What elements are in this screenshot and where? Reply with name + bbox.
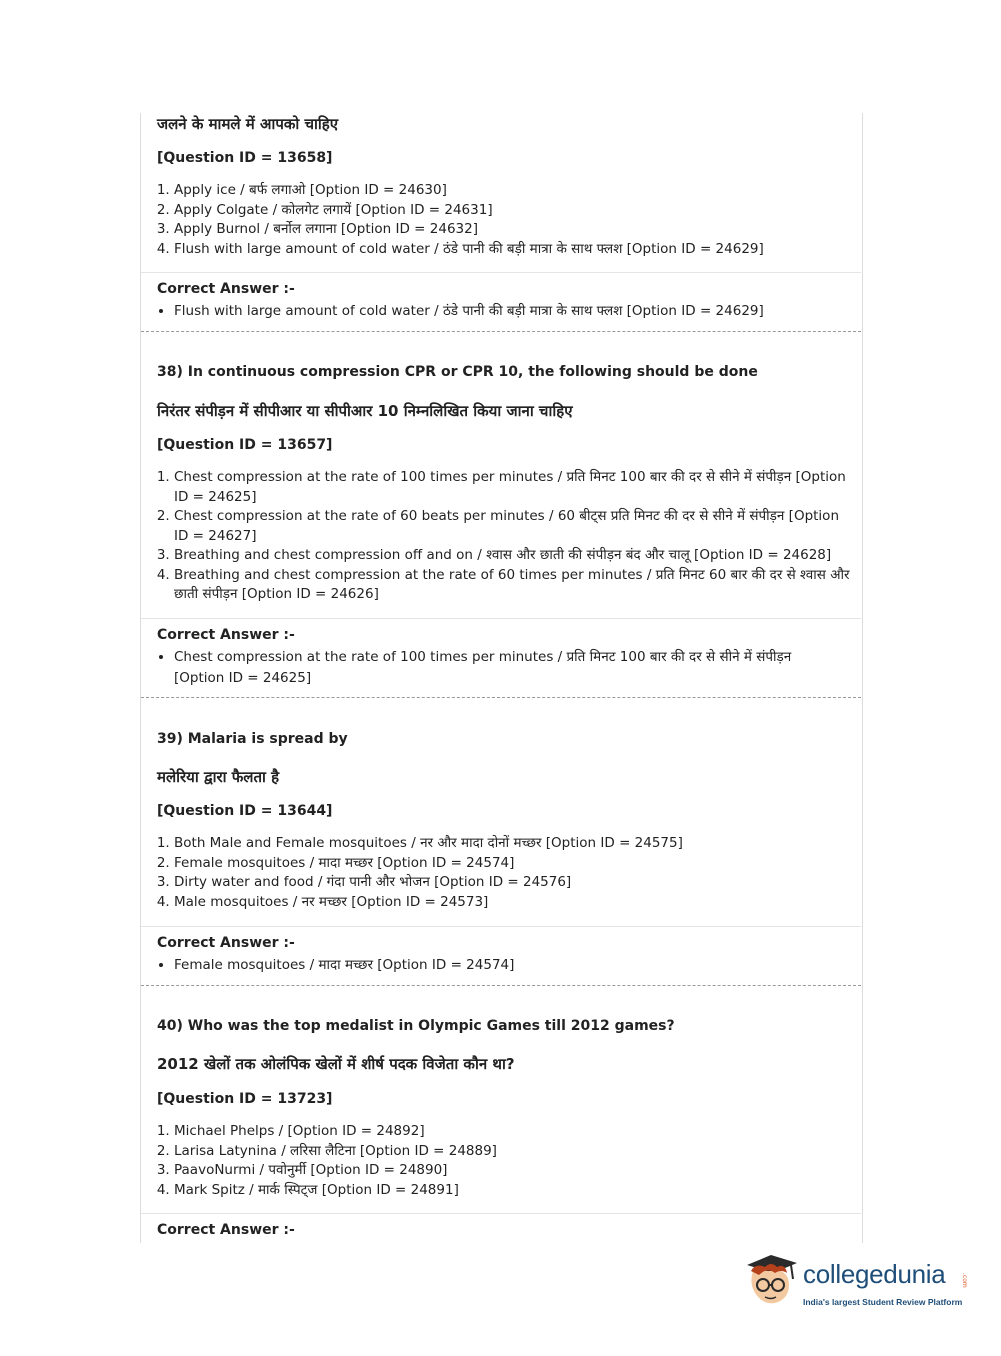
- q39-option-3: 3. Dirty water and food / गंदा पानी और भोजन [Option ID = 24576]: [174, 873, 850, 893]
- q39-title: 39) Malaria is spread by: [157, 731, 348, 747]
- q37-correct-answer-label: Correct Answer :-: [157, 281, 295, 297]
- logo-com: .com: [961, 1273, 968, 1288]
- q38-question-id: [Question ID = 13657]: [157, 437, 333, 453]
- q40-question-id: [Question ID = 13723]: [157, 1091, 333, 1107]
- q39-hindi-text: मलेरिया द्वारा फैलता है: [157, 768, 280, 786]
- q38-option-2: 2. Chest compression at the rate of 60 beats per minutes / 60 बीट्स प्रति मिनट की दर से सीने में संपीड़न [Option ID = 24627]: [174, 507, 850, 546]
- q37-correct-answer-text: • Flush with large amount of cold water / ठंडे पानी की बड़ी मात्रा के साथ फ्लश [Option ID = 24629]: [174, 301, 834, 322]
- q40-option-3: 3. PaavoNurmi / पवोनुर्मी [Option ID = 24890]: [174, 1161, 850, 1181]
- q37-option-2: 2. Apply Colgate / कोलगेट लगायें [Option ID = 24631]: [174, 201, 850, 221]
- q37-option-3: 3. Apply Burnol / बर्नोल लगाना [Option ID = 24632]: [174, 220, 850, 240]
- q39-option-2: 2. Female mosquitoes / मादा मच्छर [Option ID = 24574]: [174, 854, 850, 874]
- q38-title: 38) In continuous compression CPR or CPR 10, the following should be done: [157, 364, 758, 380]
- q39-question-id: [Question ID = 13644]: [157, 803, 333, 819]
- q37-option-1: 1. Apply ice / बर्फ लगाओ [Option ID = 24630]: [174, 181, 850, 201]
- q38-hindi-text: निरंतर संपीड़न में सीपीआर या सीपीआर 10 निम्नलिखित किया जाना चाहिए: [157, 402, 573, 420]
- q37-hindi-text: जलने के मामले में आपको चाहिए: [157, 115, 339, 133]
- question-separator: [141, 331, 861, 332]
- q38-correct-answer: [157, 647, 834, 689]
- q38-correct-answer-label: Correct Answer :-: [157, 627, 295, 643]
- q39-option-1: 1. Both Male and Female mosquitoes / नर और मादा दोनों मच्छर [Option ID = 24575]: [174, 834, 850, 854]
- q40-option-4: 4. Mark Spitz / मार्क स्पिट्ज [Option ID = 24891]: [174, 1181, 850, 1201]
- q37-question-id: [Question ID = 13658]: [157, 150, 333, 166]
- q40-option-2: 2. Larisa Latynina / लरिसा लैटिना [Option ID = 24889]: [174, 1142, 850, 1162]
- divider: [141, 1213, 861, 1214]
- q40-options: [157, 1122, 850, 1200]
- q40-hindi-text: 2012 खेलों तक ओलंपिक खेलों में शीर्ष पदक विजेता कौन था?: [157, 1055, 515, 1073]
- q40-title: 40) Who was the top medalist in Olympic Games till 2012 games?: [157, 1018, 675, 1034]
- divider: [141, 272, 861, 273]
- q39-correct-answer: [157, 955, 834, 976]
- q39-option-4: 4. Male mosquitoes / नर मच्छर [Option ID = 24573]: [174, 893, 850, 913]
- q37-options: [157, 181, 850, 259]
- q38-option-1: 1. Chest compression at the rate of 100 times per minutes / प्रति मिनट 100 बार की दर से सीने में संपीड़न [Option ID = 24625]: [174, 468, 850, 507]
- q37-option-4: 4. Flush with large amount of cold water / ठंडे पानी की बड़ी मात्रा के साथ फ्लश [Option ID = 24629]: [174, 240, 850, 260]
- question-separator: [141, 985, 861, 986]
- q37-correct-answer: [157, 301, 834, 322]
- q40-option-1: 1. Michael Phelps / [Option ID = 24892]: [174, 1122, 850, 1142]
- logo-wordmark: collegedunia: [803, 1259, 946, 1289]
- question-separator: [141, 697, 861, 698]
- mascot-icon: [741, 1249, 801, 1311]
- q38-correct-answer-text: • Chest compression at the rate of 100 times per minutes / प्रति मिनट 100 बार की दर से सीने में संपीड़न [Option ID = 24625]: [174, 647, 834, 689]
- logo-tagline: India's largest Student Review Platform: [803, 1297, 963, 1307]
- q39-correct-answer-text: • Female mosquitoes / मादा मच्छर [Option ID = 24574]: [174, 955, 834, 976]
- q38-option-3: 3. Breathing and chest compression off and on / श्वास और छाती की संपीड़न बंद और चालू [Option ID = 24628]: [174, 546, 850, 566]
- divider: [141, 618, 861, 619]
- q38-option-4: 4. Breathing and chest compression at the rate of 60 times per minutes / प्रति मिनट 60 बार की दर से श्वास और छाती संपीड़न [Option ID = 24626]: [174, 566, 850, 605]
- divider: [141, 926, 861, 927]
- q39-options: [157, 834, 850, 912]
- q38-options: [157, 468, 850, 605]
- q40-correct-answer-label: Correct Answer :-: [157, 1222, 295, 1238]
- q39-correct-answer-label: Correct Answer :-: [157, 935, 295, 951]
- collegedunia-logo[interactable]: [741, 1249, 971, 1319]
